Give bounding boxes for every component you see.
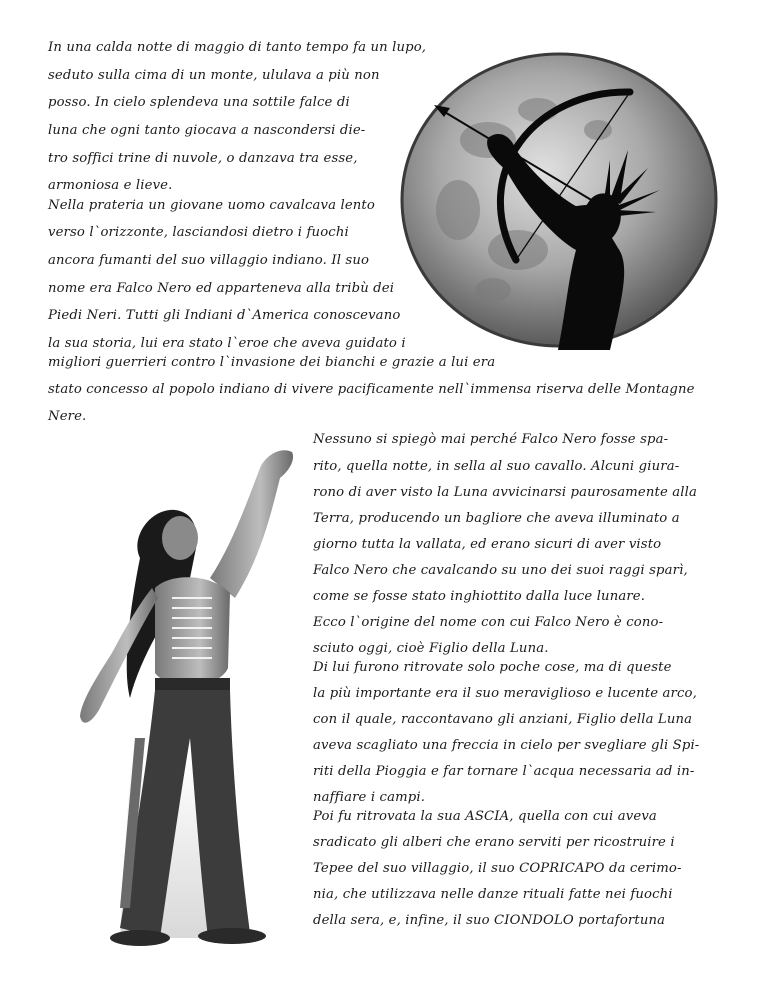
column-line: Falco Nero che cavalcando su uno dei suoi raggi sparì, — [313, 563, 688, 578]
column-line: la più importante era il suo meraviglioso e lucente arco, — [313, 686, 697, 701]
head — [162, 516, 198, 560]
feet — [110, 930, 170, 946]
column-line: sradicato gli alberi che erano serviti per ricostruire i — [313, 835, 675, 850]
intro-line: tro soffici trine di nuvole, o danzava tra esse, — [48, 151, 358, 166]
torso — [155, 577, 230, 685]
intro-line: nome era Falco Nero ed apparteneva alla tribù dei — [48, 281, 395, 296]
column-line: della sera, e, infine, il suo CIONDOLO portafortuna — [313, 913, 666, 928]
column-line: come se fosse stato inghiottito dalla luce lunare. — [313, 589, 646, 604]
column-line: nia, che utilizzava nelle danze rituali fatte nei fuochi — [313, 887, 673, 902]
column-line: riti della Pioggia e far tornare l`acqua necessaria ad in- — [313, 764, 695, 779]
intro-line: Nere. — [48, 409, 87, 424]
column-line: sciuto oggi, cioè Figlio della Luna. — [313, 641, 549, 656]
column-line: aveva scagliato una freccia in cielo per svegliare gli Spi- — [313, 738, 700, 753]
column-line: Tepee del suo villaggio, il suo COPRICAPO da cerimo- — [313, 861, 682, 876]
intro-line: migliori guerrieri contro l`invasione dei bianchi e grazie a lui era — [48, 355, 496, 370]
belt — [155, 678, 230, 692]
warrior-illustration — [60, 438, 306, 950]
intro-line: ancora fumanti del suo villaggio indiano. Il suo — [48, 253, 370, 268]
intro-line: Nella prateria un giovane uomo cavalcava lento — [48, 198, 375, 213]
intro-line: la sua storia, lui era stato l`eroe che aveva guidato i — [48, 336, 406, 351]
column-line: Nessuno si spiegò mai perché Falco Nero fosse spa- — [313, 432, 669, 447]
intro-line: Piedi Neri. Tutti gli Indiani d`America conoscevano — [48, 308, 401, 323]
intro-line: luna che ogni tanto giocava a nascondersi die- — [48, 123, 366, 138]
intro-line: stato concesso al popolo indiano di vivere pacificamente nell`immensa riserva delle Montagne — [48, 382, 695, 397]
intro-line: In una calda notte di maggio di tanto tempo fa un lupo, — [48, 40, 427, 55]
column-line: Poi fu ritrovata la sua ASCIA, quella con cui aveva — [313, 809, 657, 824]
column-line: giorno tutta la vallata, ed erano sicuri di aver visto — [313, 537, 662, 552]
raised-arm — [210, 450, 293, 598]
moon-archer-illustration — [398, 50, 720, 350]
column-line: Ecco l`origine del nome con cui Falco Nero è cono- — [313, 615, 664, 630]
intro-line: posso. In cielo splendeva una sottile falce di — [48, 95, 350, 110]
breastplate — [172, 598, 212, 658]
intro-line: seduto sulla cima di un monte, ululava a più non — [48, 68, 380, 83]
column-line: con il quale, raccontavano gli anziani, Figlio della Luna — [313, 712, 693, 727]
column-line: rito, quella notte, in sella al suo cavallo. Alcuni giura- — [313, 459, 680, 474]
lowered-arm — [80, 588, 158, 723]
feet — [198, 928, 266, 944]
column-line: Terra, producendo un bagliore che aveva illuminato a — [313, 511, 680, 526]
column-line: naffiare i campi. — [313, 790, 426, 805]
column-line: rono di aver visto la Luna avvicinarsi paurosamente alla — [313, 485, 698, 500]
intro-line: verso l`orizzonte, lasciandosi dietro i fuochi — [48, 225, 349, 240]
intro-line: armoniosa e lieve. — [48, 178, 173, 193]
column-line: Di lui furono ritrovate solo poche cose, ma di queste — [313, 660, 672, 675]
